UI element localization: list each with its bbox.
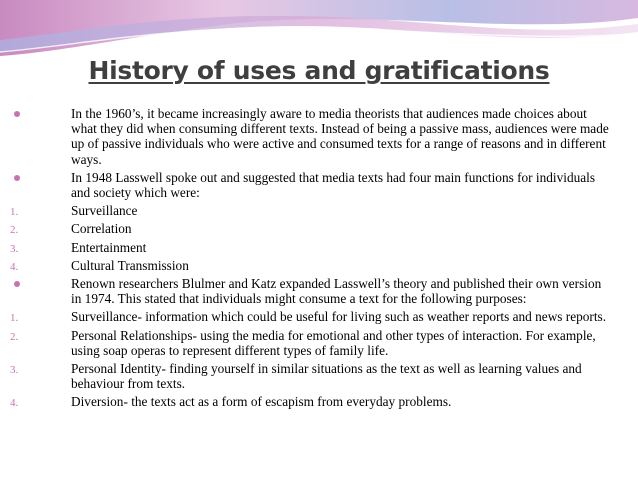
bullet-marker [10, 106, 65, 117]
bullet-marker [10, 276, 65, 287]
numbered-item [10, 203, 610, 218]
numbered-text: Personal Relationships- using the media for emotional and other types of interaction. For example, using soap operas to represent different types of family life. [71, 327, 596, 358]
item-number: 4. [10, 260, 19, 273]
numbered-text: Entertainment [71, 239, 147, 255]
numbered-text: Personal Identity- finding yourself in similar situations as the text as well as learning values and behaviour from texts. [71, 361, 582, 392]
bullet-dot-icon [14, 111, 20, 117]
bullet-marker [10, 170, 65, 181]
slide-title: History of uses and gratifications [88, 56, 550, 85]
item-number: 2. [10, 224, 19, 237]
item-number: 1. [10, 206, 19, 219]
bullet-item [10, 276, 610, 306]
item-number: 1. [10, 312, 19, 325]
bullet-text: Renown researchers Blulmer and Katz expanded Lasswell’s theory and published their own version in 1974. This stated that individuals might consume a text for the following purposes: [71, 276, 602, 307]
decorative-banner [0, 0, 638, 56]
item-number: 3. [10, 242, 19, 255]
numbered-text: Surveillance- information which could be useful for living such as weather reports and news reports. [71, 309, 607, 325]
bullet-dot-icon [14, 281, 20, 287]
slide-content [10, 106, 610, 410]
item-number: 3. [10, 364, 19, 377]
item-number: 2. [10, 330, 19, 343]
numbered-text: Cultural Transmission [71, 257, 189, 273]
numbered-text: Diversion- the texts act as a form of escapism from everyday problems. [71, 394, 452, 410]
numbered-item [10, 258, 610, 273]
numbered-item [10, 221, 610, 236]
bullet-text: In 1948 Lasswell spoke out and suggested that media texts had four main functions for individuals and society which were: [71, 169, 596, 201]
bullet-text: In the 1960’s, it became increasingly aware to media theorists that audiences made choices about what they did when consuming different texts. Instead of being a passive mass, audiences were made up of passive individuals who were active and consumed texts for a range of reasons and in different ways. [71, 106, 609, 167]
numbered-item [10, 394, 610, 409]
numbered-text: Surveillance [71, 203, 138, 219]
bullet-item [10, 170, 610, 200]
numbered-item [10, 240, 610, 255]
numbered-item [10, 309, 610, 324]
numbered-text: Correlation [71, 221, 132, 237]
bullet-item [10, 106, 610, 167]
numbered-item [10, 361, 610, 391]
bullet-dot-icon [14, 175, 20, 181]
item-number: 4. [10, 397, 19, 410]
numbered-item [10, 328, 610, 358]
